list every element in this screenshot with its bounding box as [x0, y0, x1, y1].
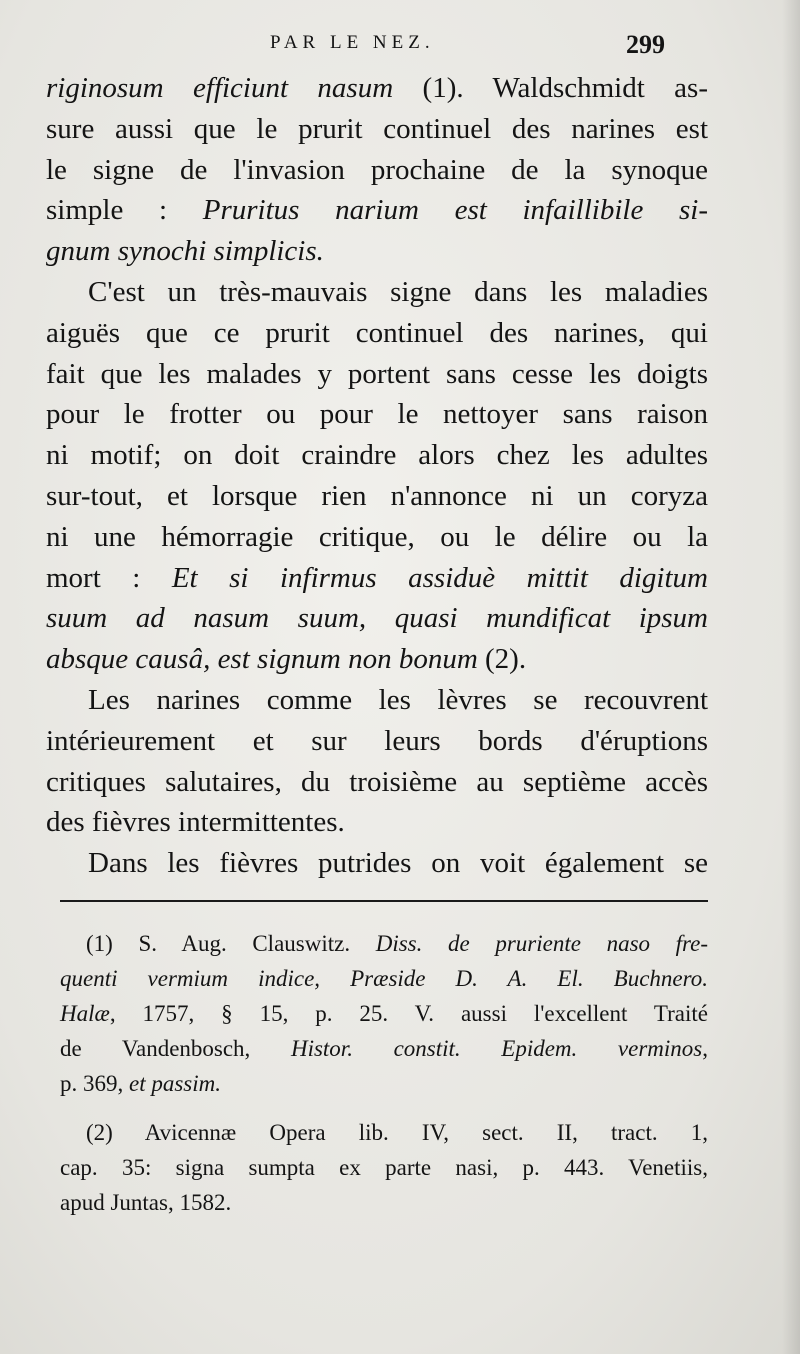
text-line	[46, 109, 708, 150]
footnotes	[60, 926, 708, 1220]
page-header	[0, 32, 800, 62]
text-run: C'est un très-mauvais signe dans les maladies	[88, 275, 708, 308]
footnote-line	[60, 1031, 708, 1066]
text-run: le signe de l'invasion prochaine de la synoque	[46, 153, 708, 186]
text-run: sure aussi que le prurit continuel des narines est	[46, 112, 708, 145]
text-run: Les narines comme les lèvres se recouvrent	[88, 683, 708, 716]
text-run: mort :	[46, 561, 172, 594]
footnote-divider	[60, 900, 708, 902]
text-run: pour le frotter ou pour le nettoyer sans raison	[46, 398, 708, 431]
text-line	[46, 272, 708, 313]
text-run: ni une hémorragie critique, ou le délire ou la	[46, 520, 708, 553]
text-line	[46, 558, 708, 599]
text-line	[46, 762, 708, 803]
text-run: apud Juntas, 1582.	[60, 1190, 232, 1215]
italic-run: gnum synochi simplicis.	[46, 235, 324, 268]
text-line	[46, 598, 708, 639]
text-line	[46, 517, 708, 558]
page-number: 299	[626, 30, 665, 59]
italic-run: quenti vermium indice, Præside D. A. El. Buchnero.	[60, 966, 708, 991]
text-run: Dans les fièvres putrides on voit également se	[88, 847, 708, 880]
text-line	[46, 231, 708, 272]
footnote-line	[60, 1185, 708, 1220]
footnote-line	[60, 996, 708, 1031]
text-run: , 1757, § 15, p. 25. V. aussi l'excellent Traité	[109, 1001, 708, 1026]
text-run: cap. 35: signa sumpta ex parte nasi, p. 443. Venetiis,	[60, 1155, 708, 1180]
text-line	[46, 313, 708, 354]
text-line	[46, 680, 708, 721]
italic-run: riginosum efficiunt nasum	[46, 72, 394, 104]
text-run: fait que les malades y portent sans cesse les doigts	[46, 357, 708, 390]
text-line	[46, 394, 708, 435]
text-line	[46, 68, 708, 109]
italic-run: Histor. constit. Epidem. verminos	[290, 1036, 703, 1061]
footnote-line	[60, 1066, 708, 1101]
text-run: (2).	[477, 643, 527, 676]
italic-run: Et si infirmus assiduè mittit digitum	[171, 561, 708, 594]
text-run: des fièvres intermittentes.	[46, 806, 345, 839]
text-line	[46, 802, 708, 843]
running-head: PAR LE NEZ.	[270, 32, 435, 53]
italic-run: Halæ	[60, 1001, 110, 1026]
text-run: ,	[702, 1036, 708, 1061]
text-run: (1). Waldschmidt as-	[393, 72, 708, 104]
text-run: p. 369,	[60, 1071, 129, 1096]
text-run: de Vandenbosch,	[60, 1036, 291, 1061]
text-run: sur-tout, et lorsque rien n'annonce ni un coryza	[46, 479, 708, 512]
text-line	[46, 435, 708, 476]
text-run: simple :	[46, 194, 203, 227]
text-line	[46, 190, 708, 231]
italic-run: absque causâ, est signum non bonum	[46, 643, 478, 676]
page-edge-shadow	[782, 0, 800, 1354]
text-run: critiques salutaires, du troisième au septième accès	[46, 765, 708, 798]
footnote-spacer	[60, 1101, 708, 1115]
text-run: intérieurement et sur leurs bords d'éruptions	[46, 724, 708, 757]
text-run: ni motif; on doit craindre alors chez les adultes	[46, 439, 708, 472]
footnote-line	[60, 926, 708, 961]
italic-run: Diss. de pruriente naso fre-	[375, 931, 708, 956]
text-line	[46, 476, 708, 517]
italic-run: Pruritus narium est infaillibile si-	[202, 194, 709, 227]
text-line	[46, 721, 708, 762]
text-run: (2) Avicennæ Opera lib. IV, sect. II, tract. 1,	[86, 1120, 708, 1145]
italic-run: suum ad nasum suum, quasi mundificat ipsum	[46, 602, 708, 635]
footnote-line	[60, 1150, 708, 1185]
italic-run: et passim.	[129, 1071, 221, 1096]
main-text	[46, 68, 708, 884]
text-run: (1) S. Aug. Clauswitz.	[86, 931, 376, 956]
text-line	[46, 150, 708, 191]
text-line	[46, 639, 708, 680]
footnote-line	[60, 961, 708, 996]
text-line	[46, 354, 708, 395]
footnote-line	[60, 1115, 708, 1150]
text-line	[46, 843, 708, 884]
text-run: aiguës que ce prurit continuel des narines, qui	[46, 316, 708, 349]
